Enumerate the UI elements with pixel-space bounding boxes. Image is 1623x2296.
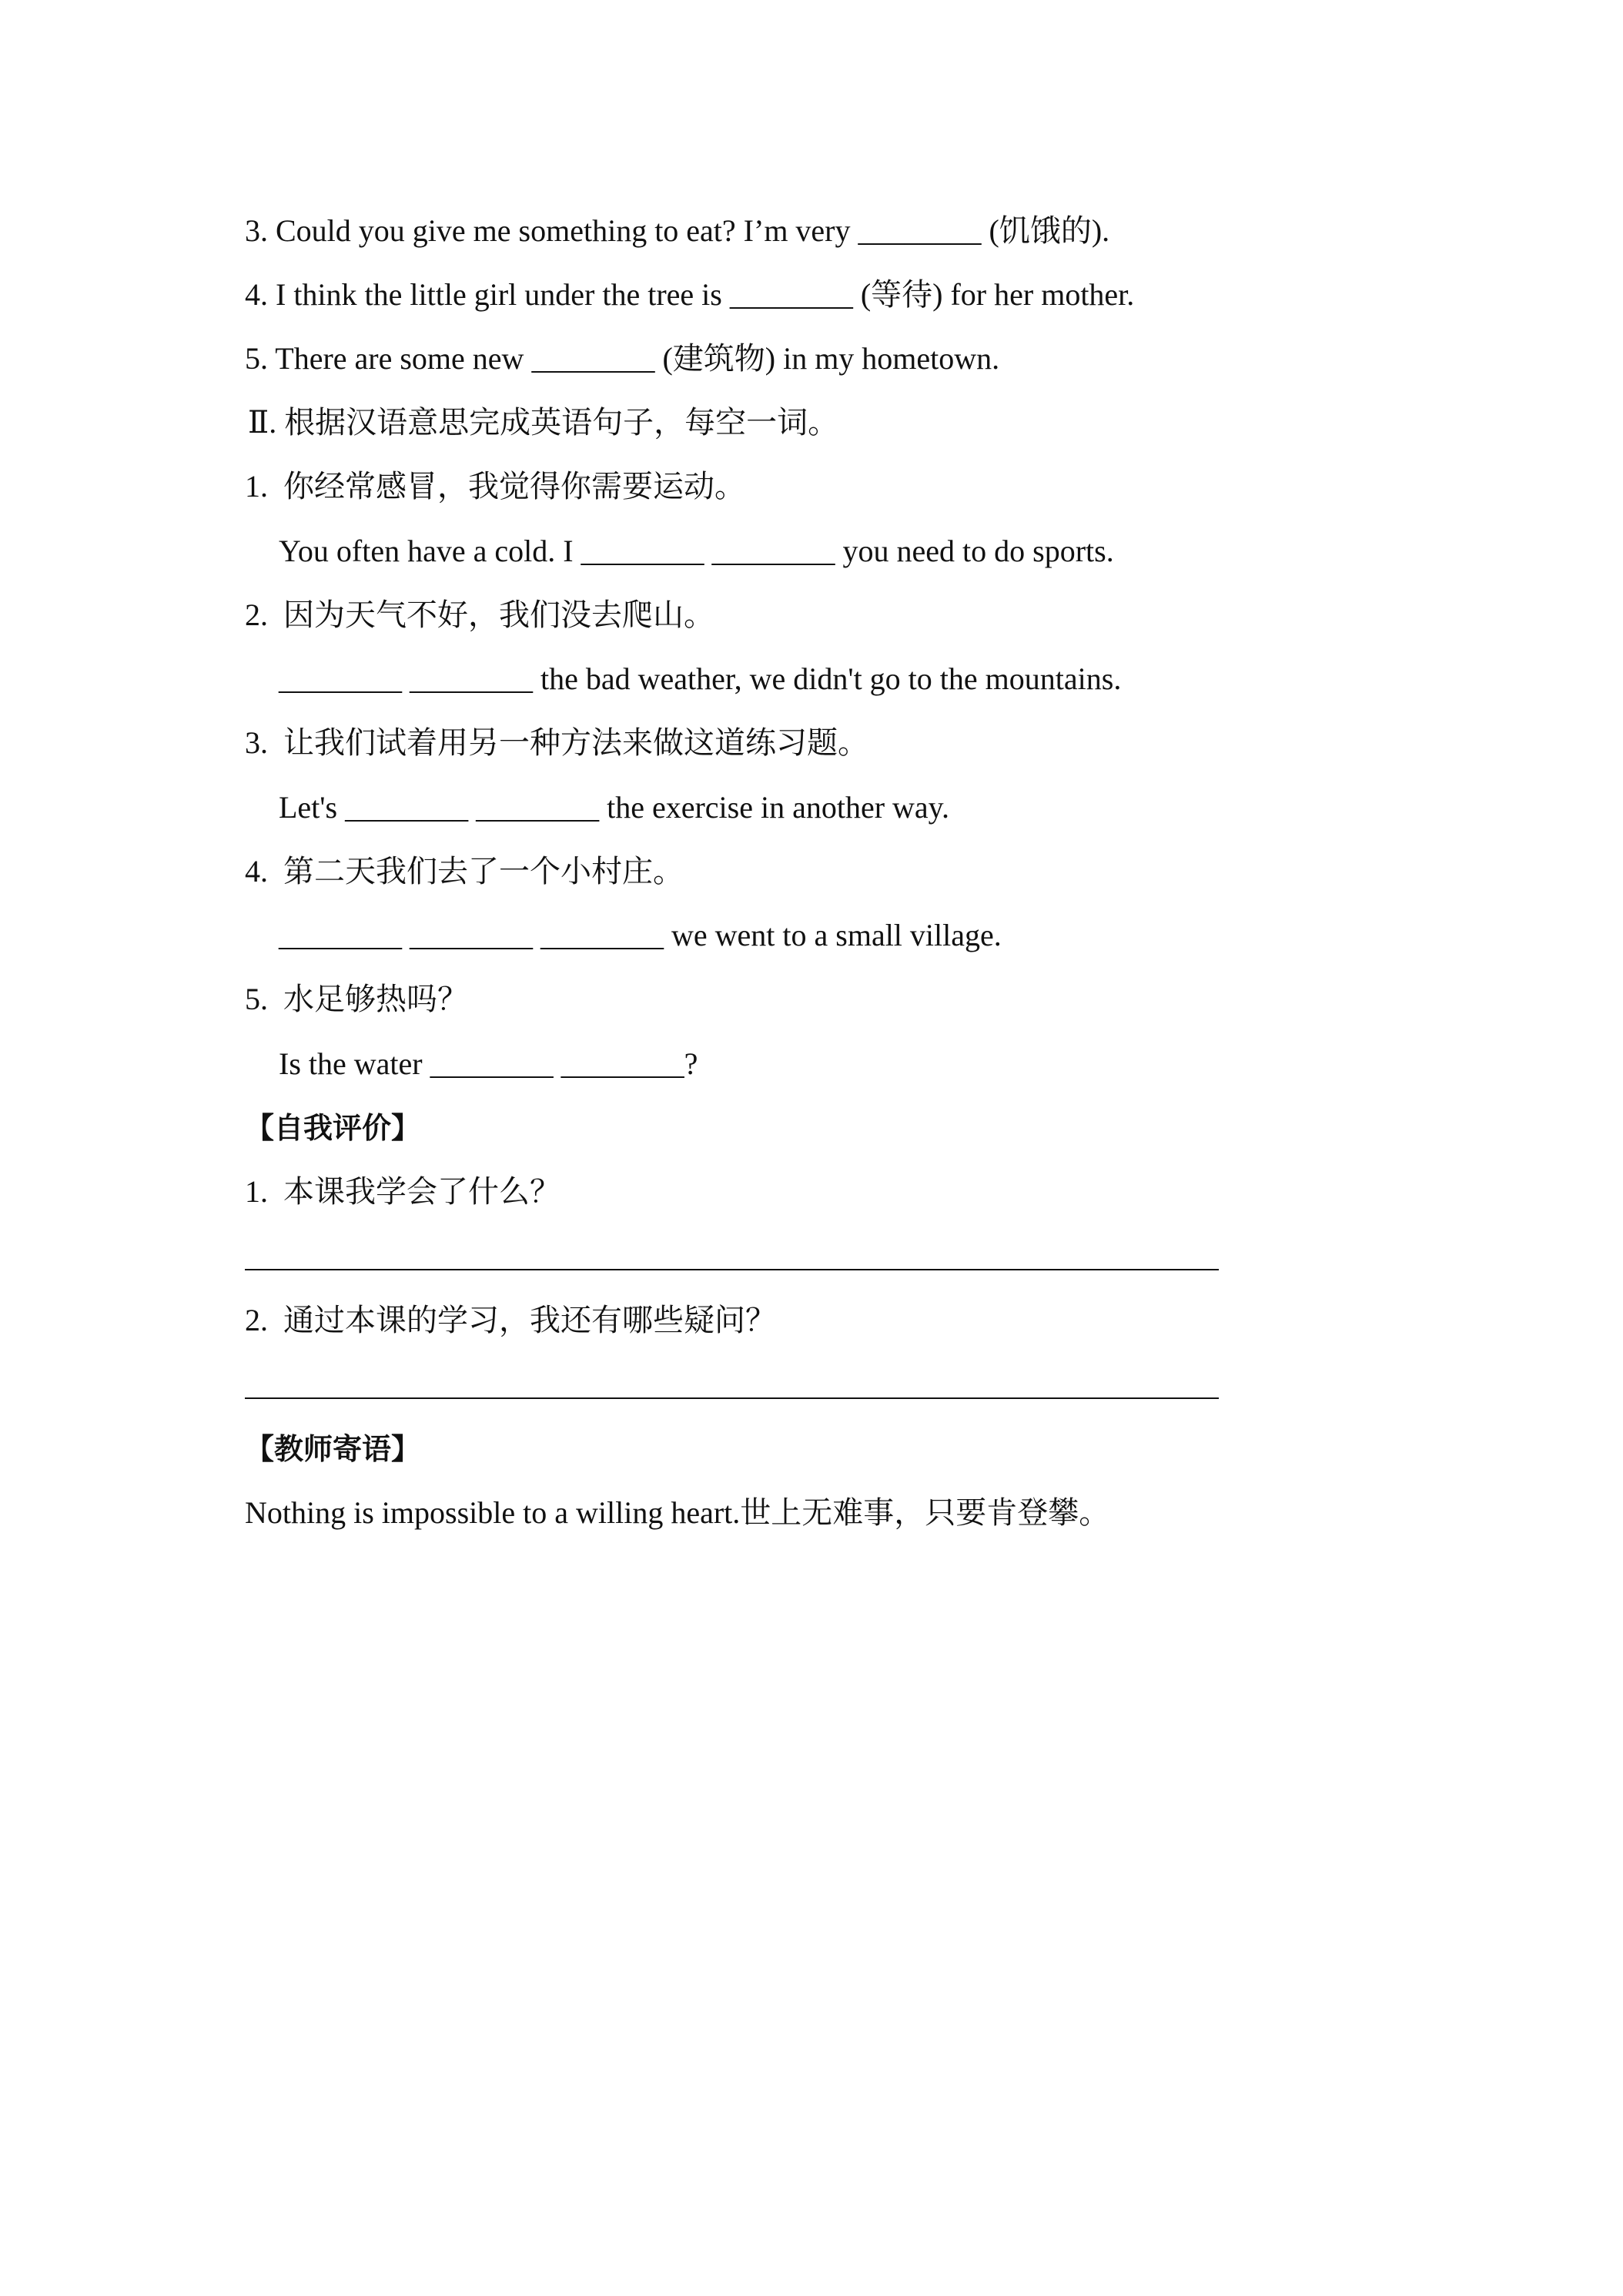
self-eval-question-2: 2. 通过本课的学习，我还有哪些疑问？ [245,1303,776,1337]
exercise-item-3: 3. Could you give me something to eat? I’m very ________ (饥饿的). [245,213,1110,248]
translation-prompt-2: 2. 因为天气不好，我们没去爬山。 [245,597,714,632]
translation-sentence-2: ________ ________ the bad weather, we didn't go to the mountains. [279,661,1122,696]
self-eval-heading: 【自我评价】 [245,1111,421,1145]
translation-prompt-1: 1. 你经常感冒，我觉得你需要运动。 [245,469,745,504]
answer-line-1 [245,1269,1219,1270]
self-eval-question-1: 1. 本课我学会了什么？ [245,1174,561,1209]
answer-line-2 [245,1397,1219,1399]
exercise-item-4: 4. I think the little girl under the tree is ________ (等待) for her mother. [245,277,1135,312]
translation-sentence-4: ________ ________ ________ we went to a small village. [279,918,1002,952]
translation-prompt-5: 5. 水足够热吗？ [245,982,468,1016]
section-heading-part2: Ⅱ. 根据汉语意思完成英语句子，每空一词。 [248,405,839,440]
exercise-item-5: 5. There are some new ________ (建筑物) in my hometown. [245,341,1000,376]
teacher-message: Nothing is impossible to a willing heart.世上无难事，只要肯登攀。 [245,1495,1110,1530]
translation-prompt-4: 4. 第二天我们去了一个小村庄。 [245,854,684,889]
translation-sentence-3: Let's ________ ________ the exercise in another way. [279,790,950,825]
translation-prompt-3: 3. 让我们试着用另一种方法来做这道练习题。 [245,725,868,760]
translation-sentence-1: You often have a cold. I ________ ________ you need to do sports. [279,534,1114,568]
translation-sentence-5: Is the water ________ ________? [279,1046,698,1081]
teacher-message-heading: 【教师寄语】 [245,1432,421,1466]
